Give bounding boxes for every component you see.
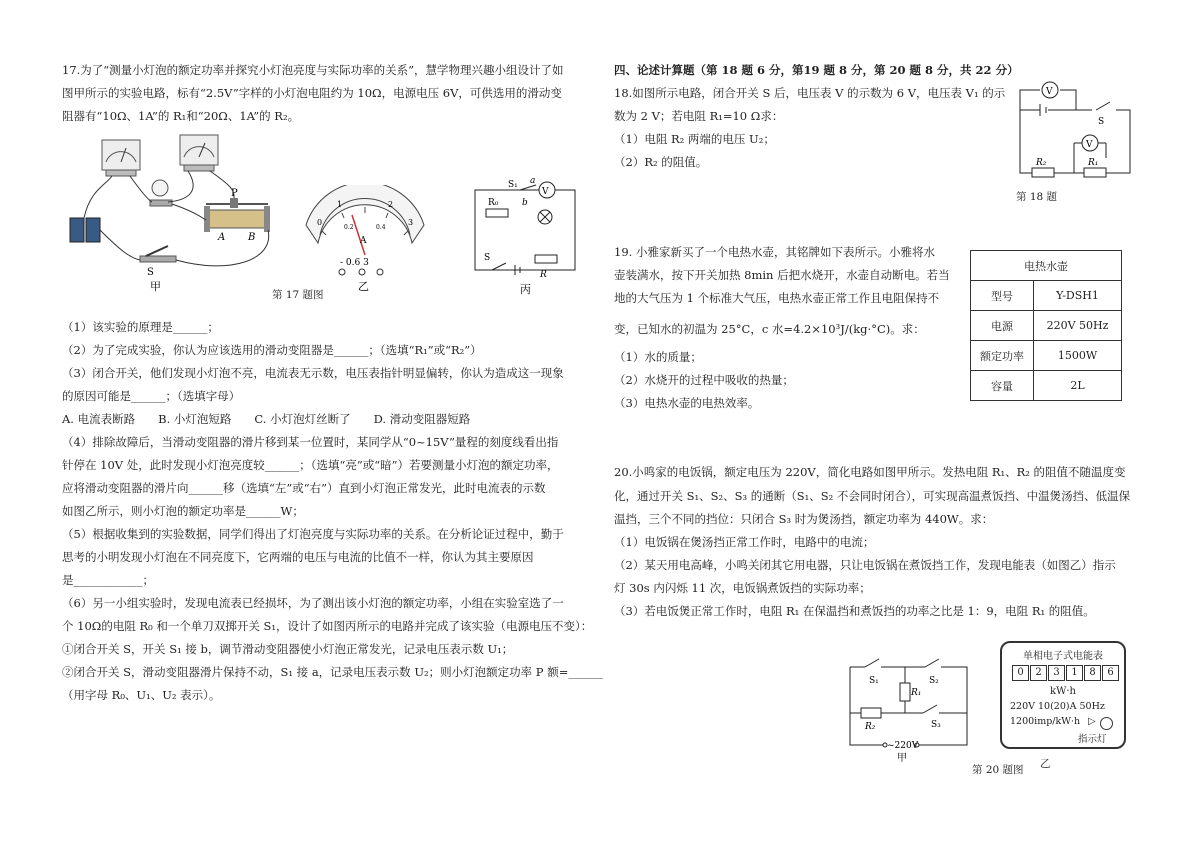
q17-item: 思考的小明发现小灯泡在不同亮度下，它两端的电压与电流的比值不一样，你认为其主要原因 <box>62 550 534 564</box>
q18-line: （1）电阻 R₂ 两端的电压 U₂； <box>614 132 775 146</box>
q17-figure-caption: 第 17 题图 <box>272 289 324 301</box>
kettle-nameplate-table <box>970 250 1122 401</box>
q19-item: （2）水烧开的过程中吸收的热量； <box>614 373 794 387</box>
table-cell: 容量 <box>971 371 1034 401</box>
q19-line: 地的大气压为 1 个标准大气压，电热水壶正常工作且电阻保持不 <box>614 291 940 305</box>
energy-meter <box>1000 641 1126 749</box>
battery-illustration <box>70 218 100 242</box>
meter-tick-1: 1 <box>337 200 343 209</box>
q20-item: （1）电饭锅在煲汤挡正常工作时，电路中的电流； <box>614 535 875 549</box>
q20-yi-label: 乙 <box>1040 758 1051 770</box>
table-row <box>971 281 1122 311</box>
q18-line: 数为 2 V；若电阻 R₁=10 Ω求： <box>614 109 784 123</box>
slider-p-label: P <box>231 188 238 199</box>
q20-r2-label: R₂ <box>865 722 876 732</box>
table-row <box>971 251 1122 281</box>
q17-item: （3）闭合开关，他们发现小灯泡不亮，电流表无示数，电压表指针明显偏转，你认为造成这一现象 <box>62 366 564 380</box>
meter-sub-tick: 0.2 <box>344 224 354 231</box>
q20-line: 20.小鸣家的电饭锅，额定电压为 220V，简化电路如图甲所示。发热电阻 R₁、R₂ 的阻值不随温度变 <box>614 465 1126 479</box>
meter-sub-tick: 0.4 <box>376 224 386 231</box>
meter-unit: kW·h <box>1050 686 1076 697</box>
q17-figure-yi-ammeter <box>300 185 430 295</box>
meter-spec: 220V 10(20)A 50Hz <box>1010 701 1105 712</box>
meter-needle <box>352 215 365 255</box>
indicator-triangle-icon: ▷ <box>1088 716 1096 727</box>
meter-digits <box>1012 665 1119 681</box>
q20-item: （3）若电饭煲正常工作时，电阻 R₁ 在保温挡和煮饭挡的功率之比是 1：9，电阻 R₁ 的阻值。 <box>614 604 1095 618</box>
bing-s1-label: S₁ <box>508 180 518 190</box>
q20-source-label: ~220V <box>887 741 919 751</box>
q18-circuit-figure <box>1012 80 1137 185</box>
q18-line: 18.如图所示电路，闭合开关 S 后，电压表 V 的示数为 6 V，电压表 V₁ 的示 <box>614 86 1006 100</box>
bing-r-label: R <box>540 270 547 280</box>
switch-s-label: S <box>147 267 154 278</box>
q17-item: 个 10Ω的电阻 R₀ 和一个单刀双掷开关 S₁，设计了如图丙所示的电路并完成了该实验（电源电压不变）： <box>62 619 593 633</box>
table-cell: 型号 <box>971 281 1034 311</box>
q17-item: （1）该实验的原理是______； <box>62 320 219 334</box>
meter-digit: 6 <box>1102 665 1119 681</box>
rheostat-illustration <box>204 188 270 243</box>
table-cell: Y-DSH1 <box>1034 281 1122 311</box>
q18-s-label: S <box>1098 117 1105 127</box>
q20-line: 化，通过开关 S₁、S₂、S₃ 的通断（S₁、S₂ 不会同时闭合），可实现高温煮饭挡、中温煲汤挡、低温保 <box>614 489 1131 503</box>
bing-a-label: a <box>530 176 536 186</box>
q17-item: （用字母 R₀、U₁、U₂ 表示）。 <box>62 688 221 702</box>
q17-item: （4）排除故障后，当滑动变阻器的滑片移到某一位置时，某同学从“0~15V”量程的刻度线看出指 <box>62 435 559 449</box>
table-row <box>971 311 1122 341</box>
q20-circuit-figure <box>845 655 975 765</box>
q17-item: 的原因可能是______；（选填字母） <box>62 389 241 403</box>
meter-tick-0: 0 <box>317 218 323 227</box>
q17-item: ①闭合开关 S，开关 S₁ 接 b，调节滑动变阻器使小灯泡正常发光，记录电压表示数 U₁； <box>62 642 514 656</box>
q17-figure-jia <box>60 130 310 295</box>
fig-bing-label: 丙 <box>520 283 531 295</box>
q17-line: 17.为了“测量小灯泡的额定功率并探究小灯泡亮度与实际功率的关系”，慧学物理兴趣小组设计了如 <box>62 63 564 77</box>
q20-s1-label: S₁ <box>869 676 879 686</box>
q17-item: ②闭合开关 S，滑动变阻器滑片保持不动，S₁ 接 a，记录电压表示数 U₂；则小灯泡额定功率 P 额=______ <box>62 665 603 679</box>
q19-item: （1）水的质量； <box>614 350 702 364</box>
terminal-b-label: B <box>248 232 256 243</box>
bing-s-label: S <box>484 253 491 263</box>
q17-item: 针停在 10V 处，此时发现小灯泡亮度较______；（选填“亮”或“暗”）若要测量小灯泡的额定功率， <box>62 458 559 472</box>
ammeter-device-illustration <box>102 140 140 176</box>
meter-spec: 1200imp/kW·h <box>1010 716 1081 727</box>
q19-line: 壶装满水，按下开关加热 8min 后把水烧开，水壶自动断电。若当 <box>614 268 950 282</box>
q17-item: （6）另一小组实验时，发现电流表已经损坏，为了测出该小灯泡的额定功率，小组在实验室选了一 <box>62 596 564 610</box>
q18-v-label: V <box>1046 87 1053 97</box>
q20-item: 灯 30s 内闪烁 11 次，电饭锅煮饭挡的实际功率； <box>614 581 871 595</box>
q17-item: 应将滑动变阻器的滑片向______移（选填“左”或“右”）直到小灯泡正常发光，此时电流表的示数 <box>62 481 546 495</box>
table-cell: 1500W <box>1034 341 1122 371</box>
q18-r2-label: R₂ <box>1036 158 1047 168</box>
section-title: 四、论述计算题（第 18 题 6 分，第19 题 8 分，第 20 题 8 分，共 22 分） <box>614 63 1019 77</box>
q20-item: （2）某天用电高峰，小鸣关闭其它用电器，只让电饭锅在煮饭挡工作，发现电能表（如图乙）指示 <box>614 558 1116 572</box>
q17-item: 如图乙所示，则小灯泡的额定功率是______W； <box>62 504 304 518</box>
q20-jia-label: 甲 <box>897 753 907 764</box>
table-row <box>971 371 1122 401</box>
table-cell: 电源 <box>971 311 1034 341</box>
q17-item: 是____________； <box>62 573 154 587</box>
table-cell: 220V 50Hz <box>1034 311 1122 341</box>
q18-line: （2）R₂ 的阻值。 <box>614 155 708 169</box>
indicator-lamp-icon <box>1100 717 1113 730</box>
fig-yi-label: 乙 <box>358 280 369 293</box>
q17-figure-bing-circuit <box>470 175 590 295</box>
bing-r0-label: R₀ <box>488 198 499 208</box>
meter-tick-3: 3 <box>408 218 414 227</box>
q19-line: 变，已知水的初温为 25°C，c 水=4.2×10³J/(kg·°C)。求： <box>614 322 925 336</box>
meter-digit: 3 <box>1048 665 1065 681</box>
q17-line: 图甲所示的实验电路，标有“2.5V”字样的小灯泡电阻约为 10Ω，电源电压 6V，可供选用的滑动变 <box>62 86 562 100</box>
table-title: 电热水壶 <box>971 251 1122 281</box>
meter-tick-2: 2 <box>388 200 394 209</box>
bing-v-label: V <box>542 187 549 197</box>
table-cell: 2L <box>1034 371 1122 401</box>
meter-unit: A <box>360 236 367 246</box>
fig-jia-label: 甲 <box>150 280 161 293</box>
meter-title: 单相电子式电能表 <box>1023 651 1103 662</box>
meter-digit: 8 <box>1084 665 1101 681</box>
q18-v1-label: V <box>1086 140 1093 150</box>
q19-item: （3）电热水壶的电热效率。 <box>614 396 760 410</box>
meter-digit: 1 <box>1066 665 1083 681</box>
q17-line: 阻器有“10Ω、1A”的 R₁和“20Ω、1A”的 R₂。 <box>62 109 300 123</box>
terminal-a-label: A <box>218 232 226 243</box>
q18-caption: 第 18 题 <box>1016 191 1058 203</box>
table-row <box>971 341 1122 371</box>
q20-s3-label: S₃ <box>931 720 941 730</box>
q17-options: A. 电流表断路 B. 小灯泡短路 C. 小灯泡灯丝断了 D. 滑动变阻器短路 <box>62 412 471 426</box>
q20-line: 温挡，三个不同的挡位：只闭合 S₃ 时为煲汤挡，额定功率为 440W。求： <box>614 512 994 526</box>
q20-s2-label: S₂ <box>929 676 939 686</box>
q18-r1-label: R₁ <box>1088 158 1099 168</box>
meter-terminals: - 0.6 3 <box>340 258 369 268</box>
switch-illustration <box>140 246 176 278</box>
q19-line: 19. 小雅家新买了一个电热水壶，其铭牌如下表所示。小雅将水 <box>614 245 935 259</box>
meter-indicator-label: 指示灯 <box>1078 734 1107 745</box>
bing-b-label: b <box>522 198 528 208</box>
voltmeter-device-illustration <box>180 135 218 171</box>
meter-digit: 0 <box>1012 665 1029 681</box>
q17-item: （5）根据收集到的实验数据，同学们得出了灯泡亮度与实际功率的关系。在分析论证过程中，勤于 <box>62 527 564 541</box>
meter-digit: 2 <box>1030 665 1047 681</box>
q17-item: （2）为了完成实验，你认为应该选用的滑动变阻器是______；（选填“R₁”或“R₂”） <box>62 343 482 357</box>
q20-caption: 第 20 题图 <box>972 764 1024 776</box>
q20-r1-label: R₁ <box>911 688 922 698</box>
table-cell: 额定功率 <box>971 341 1034 371</box>
